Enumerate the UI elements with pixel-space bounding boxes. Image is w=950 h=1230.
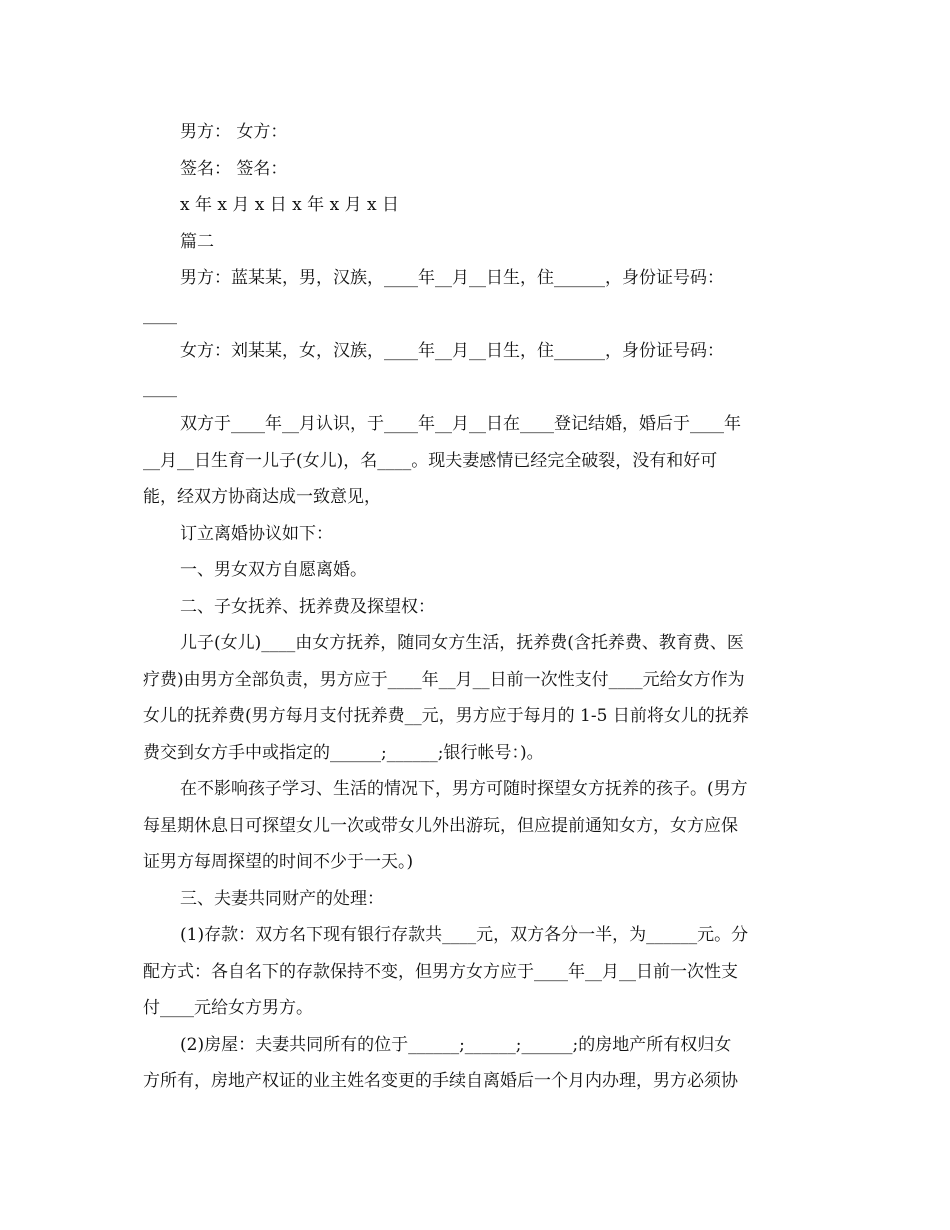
male-id-blank-line: ____ <box>143 304 177 325</box>
visitation-paragraph-line: 在不影响孩子学习、生活的情况下，男方可随时探望女方抚养的孩子。(男方 <box>180 779 748 799</box>
agreement-intro-line: 订立离婚协议如下： <box>180 523 333 544</box>
property-paragraph-line: 方所有，房地产权证的业主姓名变更的手续自离婚后一个月内办理，男方必须协 <box>143 1071 738 1091</box>
visitation-paragraph-line: 证男方每周探望的时间不少于一天。) <box>143 852 414 872</box>
background-paragraph-line: 双方于____年__月认识，于____年__月__日在____登记结婚，婚后于____年 <box>180 414 741 434</box>
background-paragraph-line: 能，经双方协商达成一致意见， <box>143 487 381 507</box>
custody-paragraph-line: 儿子(女儿)____由女方抚养，随同女方生活，抚养费(含托养费、教育费、医 <box>180 633 744 653</box>
savings-paragraph-line: 付____元给女方男方。 <box>143 998 313 1018</box>
clause-heading: 一、男女双方自愿离婚。 <box>180 560 367 580</box>
visitation-paragraph-line: 每星期休息日可探望女儿一次或带女儿外出游玩，但应提前通知女方，女方应保 <box>143 815 738 836</box>
clause-heading: 二、子女抚养、抚养费及探望权： <box>180 596 435 617</box>
background-paragraph-line: __月__日生育一儿子(女儿)，名____。现夫妻感情已经完全破裂，没有和好可 <box>143 450 718 471</box>
clause-heading: 三、夫妻共同财产的处理： <box>180 888 384 909</box>
female-id-blank-line: ____ <box>143 377 177 398</box>
document-body <box>143 114 807 1100</box>
custody-paragraph-line: 女儿的抚养费(男方每月支付抚养费__元，男方应于每月的 1-5 日前将女儿的抚养 <box>143 706 749 726</box>
male-party-line: 男方：蓝某某，男，汉族，____年__月__日生，住______，身份证号码： <box>180 268 724 288</box>
custody-paragraph-line: 费交到女方手中或指定的______;______;银行帐号：)。 <box>143 742 544 763</box>
signature-parties-line: 男方： 女方： <box>180 122 288 142</box>
signature-line: 签名： 签名： <box>180 158 288 179</box>
property-paragraph-line: (2)房屋：夫妻共同所有的位于______;______;______;的房地产所有权归女 <box>180 1034 732 1055</box>
female-party-line: 女方：刘某某，女，汉族，____年__月__日生，住______，身份证号码： <box>180 341 724 361</box>
savings-paragraph-line: 配方式：各自名下的存款保持不变，但男方女方应于____年__月__日前一次性支 <box>143 961 738 982</box>
date-line: x 年 x 月 x 日 x 年 x 月 x 日 <box>180 195 399 215</box>
custody-paragraph-line: 疗费)由男方全部负责，男方应于____年__月__日前一次性支付____元给女方作为 <box>143 669 745 690</box>
savings-paragraph-line: (1)存款：双方名下现有银行存款共____元，双方各分一半，为______元。分 <box>180 925 749 945</box>
section-heading: 篇二 <box>180 231 214 252</box>
